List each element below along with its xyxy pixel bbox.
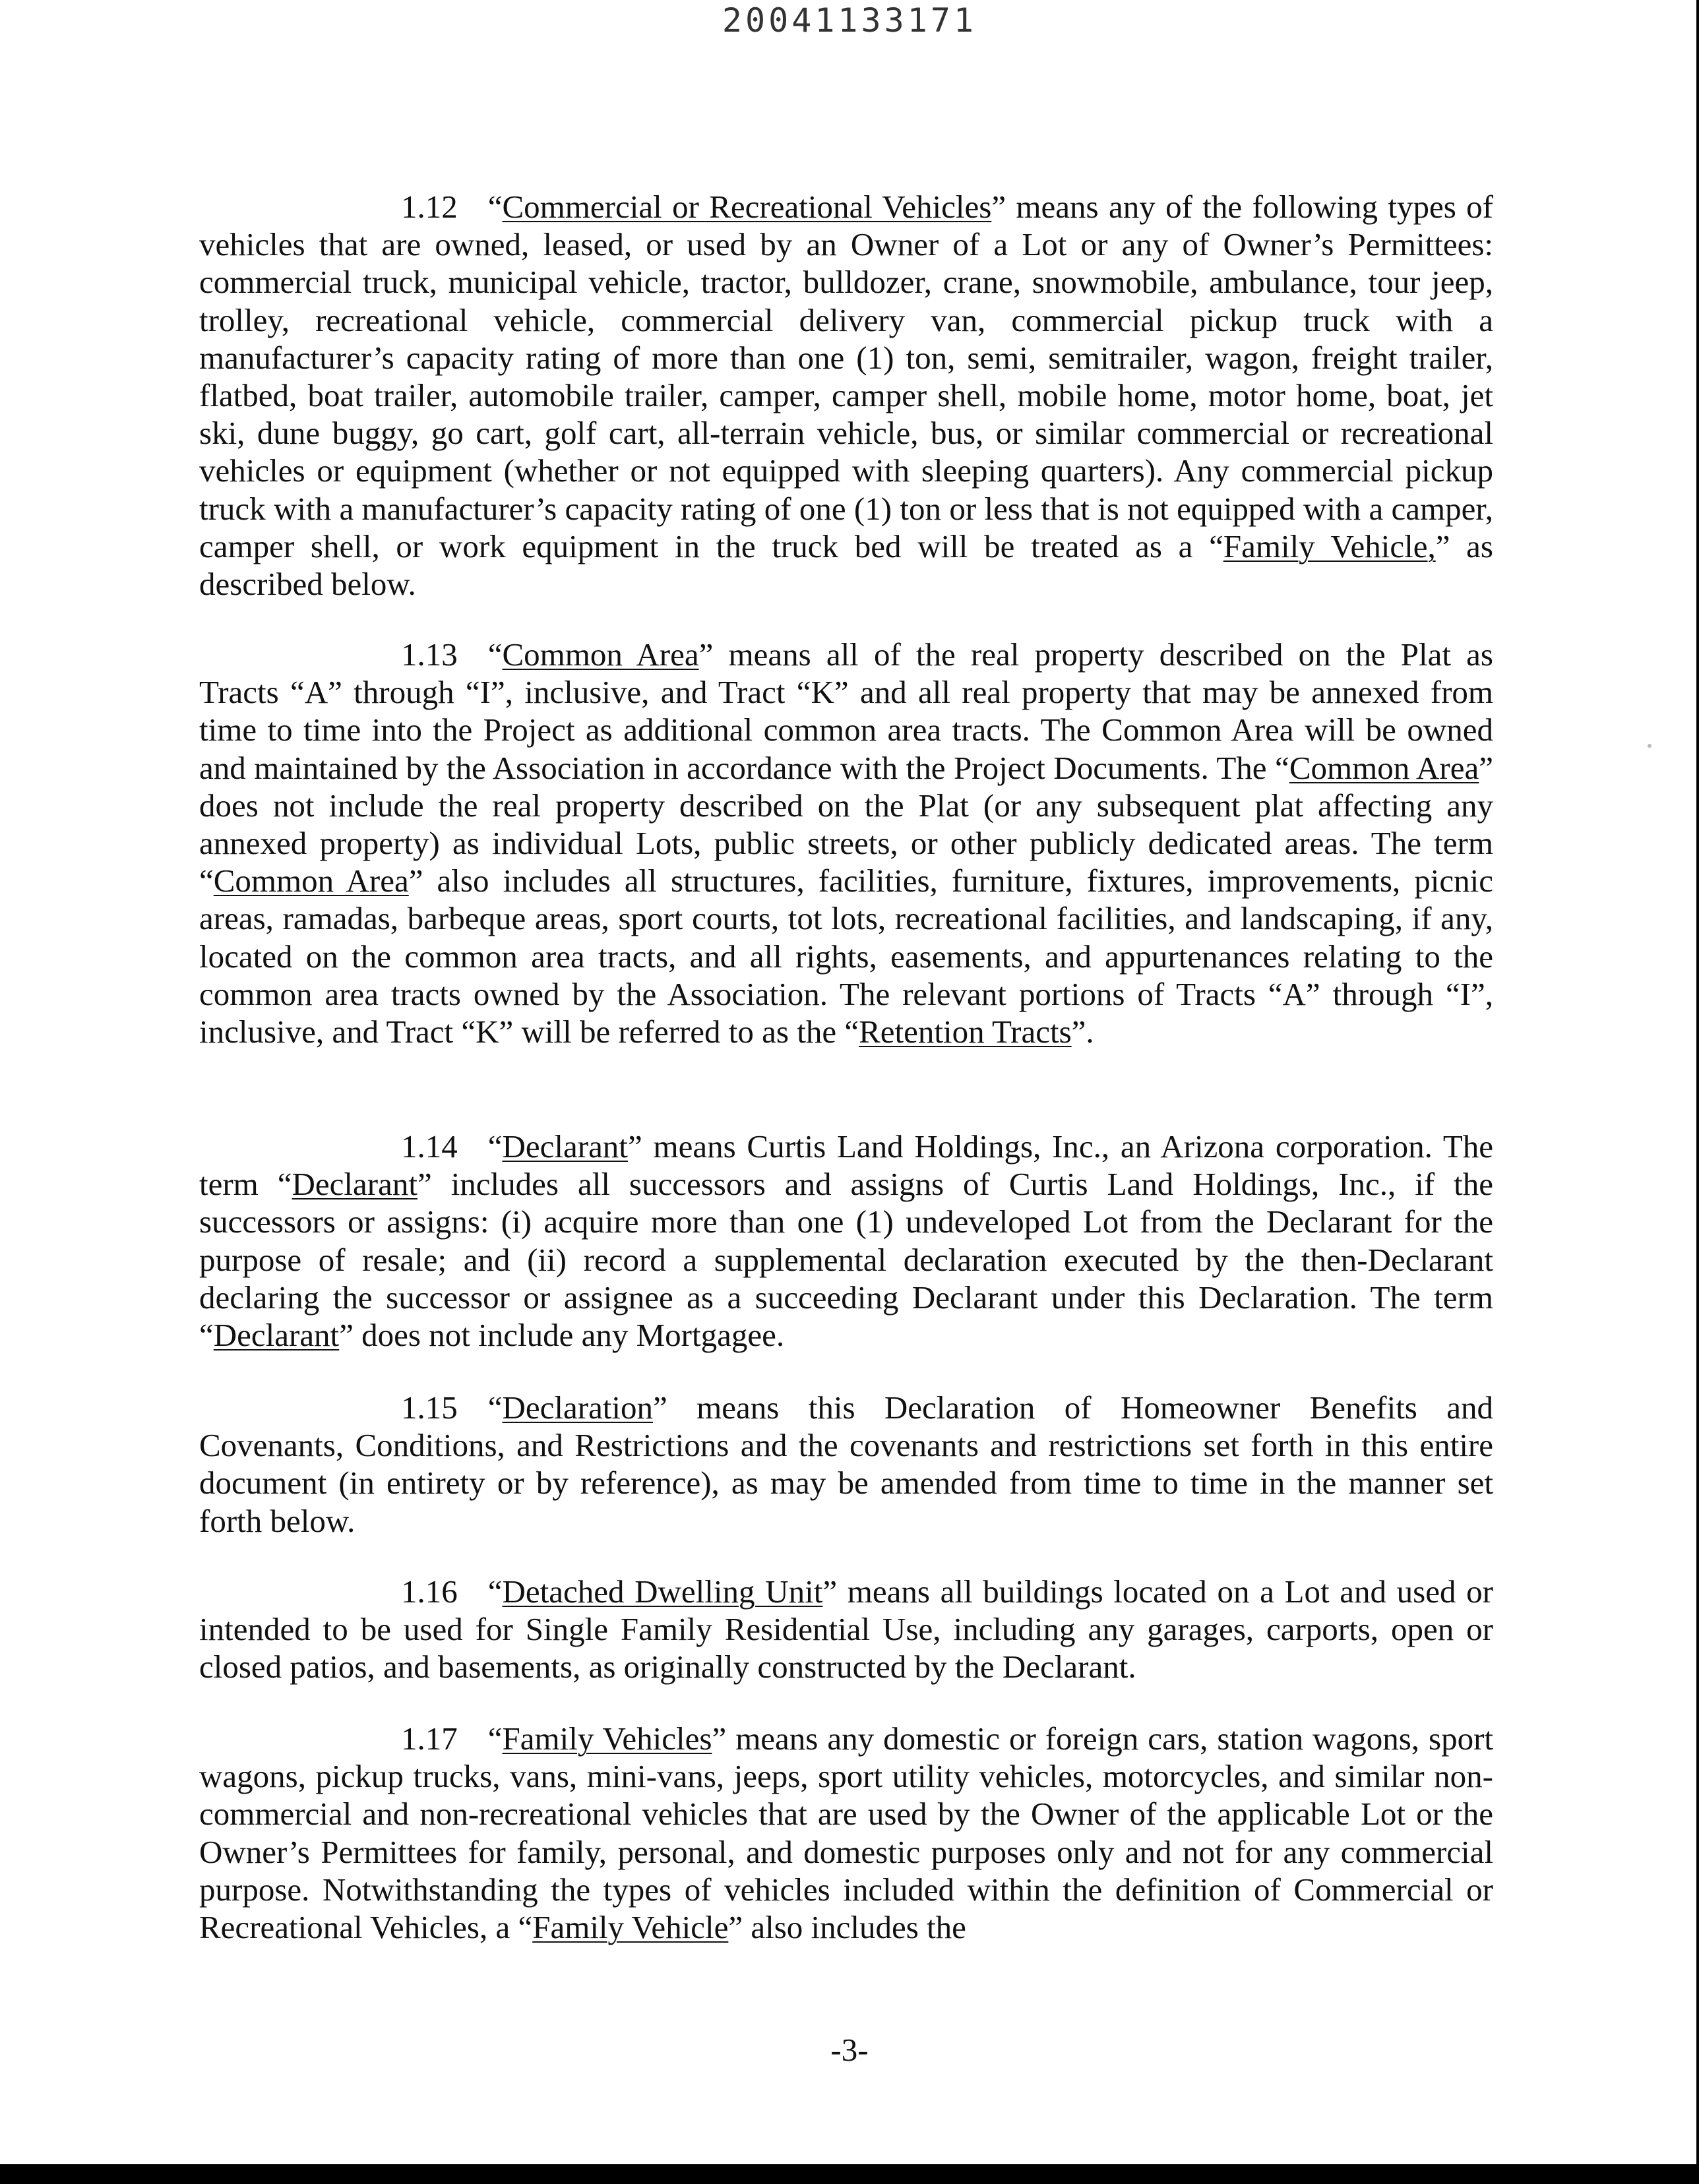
paragraph [199, 1720, 1493, 1946]
text-run: ” means this Declaration of Homeowner Benefits and Covenants, Conditions, and Restrictions and the covenants and restrictions set forth in this entire document (in entirety or by reference), as may be amended from time to time in the manner set forth below. [199, 1389, 1493, 1539]
defined-term: Family Vehicles [502, 1720, 712, 1757]
text-run: “ [487, 1389, 503, 1426]
scan-edge-right [1696, 0, 1699, 2184]
text-run: “ [487, 1720, 503, 1757]
text-run: ” does not include the real property described on the Plat (or any subsequent plat affecting any annexed property) as individual Lots, public streets, or other publicly dedicated areas. The term “ [199, 749, 1493, 899]
defined-term: Family Vehicle, [1223, 528, 1436, 564]
section-1-15 [199, 1389, 1493, 1540]
section-number: 1.12 [401, 189, 458, 225]
scan-edge-bottom [0, 2164, 1699, 2184]
defined-term: Common Area [213, 863, 409, 899]
defined-term: Declarant [502, 1128, 628, 1165]
defined-term: Declarant [213, 1317, 340, 1354]
section-1-17 [199, 1720, 1493, 1946]
defined-term: Common Area [1289, 749, 1479, 786]
text-run: ” means any of the following types of vehicles that are owned, leased, or used by an Owner of a Lot or any of Owner’s Permittees: commercial truck, municipal vehicle, tractor, bulldozer, crane, snowmobile, ambulance, tour jeep, trolley, recreational vehicle, commercial delivery van, commercial pickup truck with a manufacturer’s capacity rating of more than one (1) ton, semi, semitrailer, wagon, freight trailer, flatbed, boat trailer, automobile trailer, camper, camper shell, mobile home, motor home, boat, jet ski, dune buggy, go cart, golf cart, all-terrain vehicle, bus, or similar commercial or recreational vehicles or equipment (whether or not equipped with sleeping quarters). Any commercial pickup truck with a manufacturer’s capacity rating of one (1) ton or less that is not equipped with a camper, camper shell, or work equipment in the truck bed will be treated as a “ [199, 189, 1493, 564]
text-run: “ [487, 189, 503, 225]
paragraph [199, 636, 1493, 1050]
paragraph [199, 1573, 1493, 1686]
scan-speck [1648, 744, 1652, 748]
text-run: ” does not include any Mortgagee. [339, 1317, 785, 1354]
text-run: ”. [1071, 1014, 1094, 1050]
page-number: -3- [830, 2032, 869, 2068]
defined-term: Common Area [502, 636, 699, 673]
section-number: 1.16 [401, 1573, 458, 1610]
defined-term: Commercial or Recreational Vehicles [502, 189, 992, 225]
section-1-14 [199, 1128, 1493, 1354]
paragraph [199, 1128, 1493, 1354]
defined-term: Detached Dwelling Unit [502, 1573, 823, 1610]
defined-term: Retention Tracts [859, 1014, 1072, 1050]
text-run: “ [487, 1573, 503, 1610]
text-run: ” also includes the [728, 1909, 966, 1946]
text-run: ” also includes all structures, facilities, furniture, fixtures, improvements, picnic areas, ramadas, barbeque areas, sport courts, tot lots, recreational facilities, and landscaping, if any, located on the common area tracts, and all rights, easements, and appurtenances relating to the common area tracts owned by the Association. The relevant portions of Tracts “A” through “I”, inclusive, and Tract “K” will be referred to as the “ [199, 863, 1493, 1050]
section-1-13 [199, 636, 1493, 1050]
section-number: 1.17 [401, 1720, 458, 1757]
section-1-16 [199, 1573, 1493, 1686]
defined-term: Family Vehicle [532, 1909, 729, 1946]
defined-term: Declarant [292, 1166, 417, 1203]
text-run: ” means Curtis Land Holdings, Inc., an Arizona corporation. The term “ [199, 1128, 1493, 1203]
text-run: ” means any domestic or foreign cars, station wagons, sport wagons, pickup trucks, vans, mini-vans, jeeps, sport utility vehicles, motorcycles, and similar non-commercial and non-recreational vehicles that are used by the Owner of the applicable Lot or the Owner’s Permittees for family, personal, and domestic purposes only and not for any commercial purpose. Notwithstanding the types of vehicles included within the definition of Commercial or Recreational Vehicles, a “ [199, 1720, 1493, 1946]
paragraph [199, 188, 1493, 603]
text-run: “ [487, 636, 503, 673]
section-number: 1.13 [401, 636, 458, 673]
text-run: “ [487, 1128, 503, 1165]
text-run: ” means all of the real property described on the Plat as Tracts “A” through “I”, inclusive, and Tract “K” and all real property that may be annexed from time to time into the Project as additional common area tracts. The Common Area will be owned and maintained by the Association in accordance with the Project Documents. The “ [199, 636, 1493, 786]
text-run: ” as described below. [199, 528, 1493, 603]
section-1-12 [199, 188, 1493, 603]
section-number: 1.15 [401, 1389, 458, 1426]
recording-number: 20041133171 [722, 1, 977, 40]
text-run: ” includes all successors and assigns of Curtis Land Holdings, Inc., if the successors or assigns: (i) acquire more than one (1) undeveloped Lot from the Declarant for the purpose of resale; and (ii) record a supplemental declaration executed by the then-Declarant declaring the successor or assignee as a succeeding Declarant under this Declaration. The term “ [199, 1166, 1493, 1354]
text-run: ” means all buildings located on a Lot and used or intended to be used for Single Family Residential Use, including any garages, carports, open or closed patios, and basements, as originally constructed by the Declarant. [199, 1573, 1493, 1685]
paragraph [199, 1389, 1493, 1540]
section-number: 1.14 [401, 1128, 458, 1165]
defined-term: Declaration [502, 1389, 654, 1426]
